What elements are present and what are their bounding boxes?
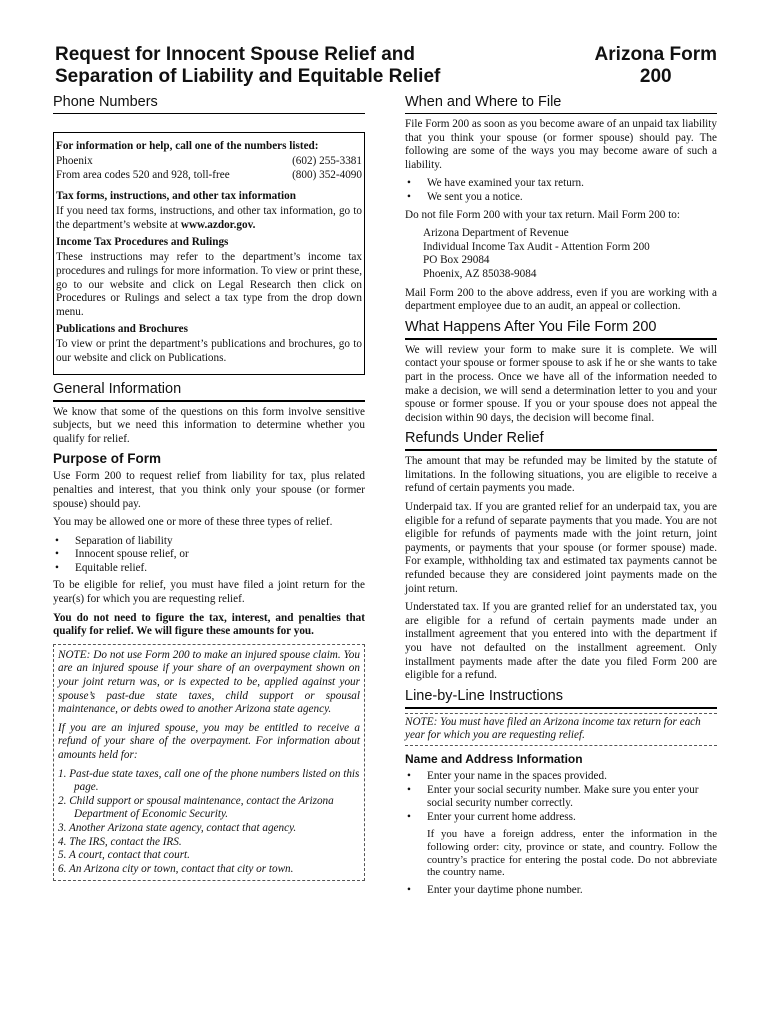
mailing-address <box>405 227 717 281</box>
list-item: • Enter your social security number. Make sure you enter your social security number correctly. <box>405 784 717 811</box>
phone-row <box>56 169 362 183</box>
list-item: • We have examined your tax return. <box>405 177 717 191</box>
title-line-2: Separation of Liability and Equitable Relief <box>55 66 441 87</box>
phone-numbers-heading: Phone Numbers <box>53 94 365 114</box>
name-address-list <box>405 770 717 824</box>
right-column <box>405 94 717 901</box>
purpose-heading: Purpose of Form <box>53 451 162 467</box>
list-item: • Separation of liability <box>53 535 365 549</box>
form-label: Arizona Form <box>594 44 717 65</box>
form-number: 200 <box>639 66 672 87</box>
rulings-text: These instructions may refer to the department’s income tax procedures and rulings for more information. To view or print these, go to our website and click on Legal Research then click on Procedures or Rulings and select a tax type from the drop down menu. <box>56 251 362 318</box>
relief-types-list <box>53 535 365 576</box>
list-item: • We sent you a notice. <box>405 191 717 205</box>
address-line: Arizona Department of Revenue <box>423 227 569 240</box>
after-filing-heading: What Happens After You File Form 200 <box>405 319 717 340</box>
list-item: 1. Past-due state taxes, call one of the phone numbers listed on this page. <box>58 767 360 794</box>
list-item: • Enter your current home address. <box>405 811 717 825</box>
list-item: 3. Another Arizona state agency, contact that agency. <box>58 821 297 834</box>
phone-row-label: From area codes 520 and 928, toll-free <box>56 168 230 181</box>
list-item: • Innocent spouse relief, or <box>53 548 365 562</box>
address-line: Phoenix, AZ 85038-9084 <box>423 267 537 280</box>
list-item: • Enter your name in the spaces provided. <box>405 770 717 784</box>
when-where-p3: Mail Form 200 to the above address, even if you are working with a department employee due to an audit, an appeal or collection. <box>405 286 717 313</box>
publications-text: To view or print the department’s publications and brochures, go to our website and click on Publications. <box>56 338 362 364</box>
contact-list <box>58 768 360 877</box>
after-filing-text: We will review your form to make sure it is complete. We will contact your spouse or former spouse to ask if he or she wants to take part in the process. Once we have all of the information needed to make a decision, we will send a determination letter to you and your spouse or former spouse. If you or your spouse does not appeal the decision within 90 days, the decision will become final. <box>405 343 717 424</box>
note-p1: NOTE: Do not use Form 200 to make an injured spouse claim. You are an injured spouse if your share of an overpayment shown on your joint return was, or is expected to be, applied against your spouse’s past-due state taxes, child support or spousal maintenance, or debts owed to another Arizona state agency. <box>58 648 360 716</box>
general-information-text: We know that some of the questions on this form involve sensitive subjects, but we need this information to determine whether you qualify for relief. <box>53 405 365 445</box>
list-item: 5. A court, contact that court. <box>58 849 190 862</box>
injured-spouse-note-box <box>53 644 365 882</box>
list-item: • Enter your daytime phone number. <box>405 884 717 898</box>
general-information-heading: General Information <box>53 381 365 402</box>
awareness-list <box>405 177 717 204</box>
phone-row-label: Phoenix <box>56 155 93 167</box>
refunds-p2: Underpaid tax. If you are granted relief for an underpaid tax, you are eligible for a refund of separate payments that you made. You are not eligible for refunds of payments made with the joint return, joint payments, or payments that your spouse (or former spouse) made. For example, withholding tax and estimated tax payments cannot be refunded because they are considered joint payments made on the joint return. <box>405 501 717 595</box>
purpose-p1: Use Form 200 to request relief from liability for tax, plus related penalties and interest, that you think only your spouse (or former spouse) should pay. <box>53 470 365 510</box>
foreign-address-text: If you have a foreign address, enter the information in the following order: city, province or state, and country. Follow the country’s practice for entering the postal code. Do not abbreviate the country name. <box>427 828 717 879</box>
refunds-p3: Understated tax. If you are granted relief for an understated tax, you are eligible for a refund of certain payments made under an installment agreement that you entered into with the department if you have not defaulted on the installment agreement. Only installment payments made after the date you filed Form 200 are eligible for a refund. <box>405 601 717 682</box>
page-header <box>55 44 717 88</box>
list-item: 6. An Arizona city or town, contact that city or town. <box>58 862 294 875</box>
name-address-heading: Name and Address Information <box>405 751 583 766</box>
when-where-p1: File Form 200 as soon as you become aware of an unpaid tax liability that you think your spouse (or former spouse) should pay. The following are some of the ways you may become aware of such a liability. <box>405 118 717 171</box>
purpose-p4: You do not need to figure the tax, interest, and penalties that qualify for relief. We will figure these amounts for you. <box>53 611 365 638</box>
phone-row-number: (800) 352-4090 <box>292 168 362 181</box>
when-where-p2: Do not file Form 200 with your tax return. Mail Form 200 to: <box>405 208 681 221</box>
phone-row-number: (602) 255-3381 <box>292 155 362 167</box>
title-line-1: Request for Innocent Spouse Relief and <box>55 44 415 65</box>
line-by-line-note: NOTE: You must have filed an Arizona income tax return for each year for which you are requesting relief. <box>405 713 717 746</box>
list-item: 2. Child support or spousal maintenance, contact the Arizona Department of Economic Security. <box>58 794 334 821</box>
publications-heading: Publications and Brochures <box>56 323 188 336</box>
list-item: 4. The IRS, contact the IRS. <box>58 835 182 848</box>
left-column <box>53 94 365 881</box>
address-line: PO Box 29084 <box>423 254 490 267</box>
phone-info-box <box>53 132 365 375</box>
purpose-p2: You may be allowed one or more of these three types of relief. <box>53 516 333 529</box>
refunds-p1: The amount that may be refunded may be limited by the statute of limitations. In the following situations, you are eligible to receive a refund of certain payments you made. <box>405 455 717 495</box>
phone-list <box>405 884 717 898</box>
phone-row <box>56 155 362 169</box>
rulings-heading: Income Tax Procedures and Rulings <box>56 236 229 249</box>
list-item: • Equitable relief. <box>53 562 365 576</box>
note-p2: If you are an injured spouse, you may be entitled to receive a refund of your share of the overpayment. For information about amounts held for: <box>58 721 360 761</box>
refunds-heading: Refunds Under Relief <box>405 430 717 451</box>
address-line: Individual Income Tax Audit - Attention Form 200 <box>423 240 650 253</box>
tax-forms-text: If you need tax forms, instructions, and other tax information, go to the department’s website at www.azdor.gov. <box>56 205 362 231</box>
website-link[interactable]: www.azdor.gov. <box>180 218 256 231</box>
tax-forms-heading: Tax forms, instructions, and other tax information <box>56 190 296 203</box>
line-by-line-heading: Line-by-Line Instructions <box>405 688 717 709</box>
when-where-heading: When and Where to File <box>405 94 717 114</box>
phone-intro: For information or help, call one of the numbers listed: <box>56 140 319 152</box>
form-number-block <box>595 44 717 88</box>
purpose-p3: To be eligible for relief, you must have filed a joint return for the year(s) for which you are requesting relief. <box>53 579 365 606</box>
